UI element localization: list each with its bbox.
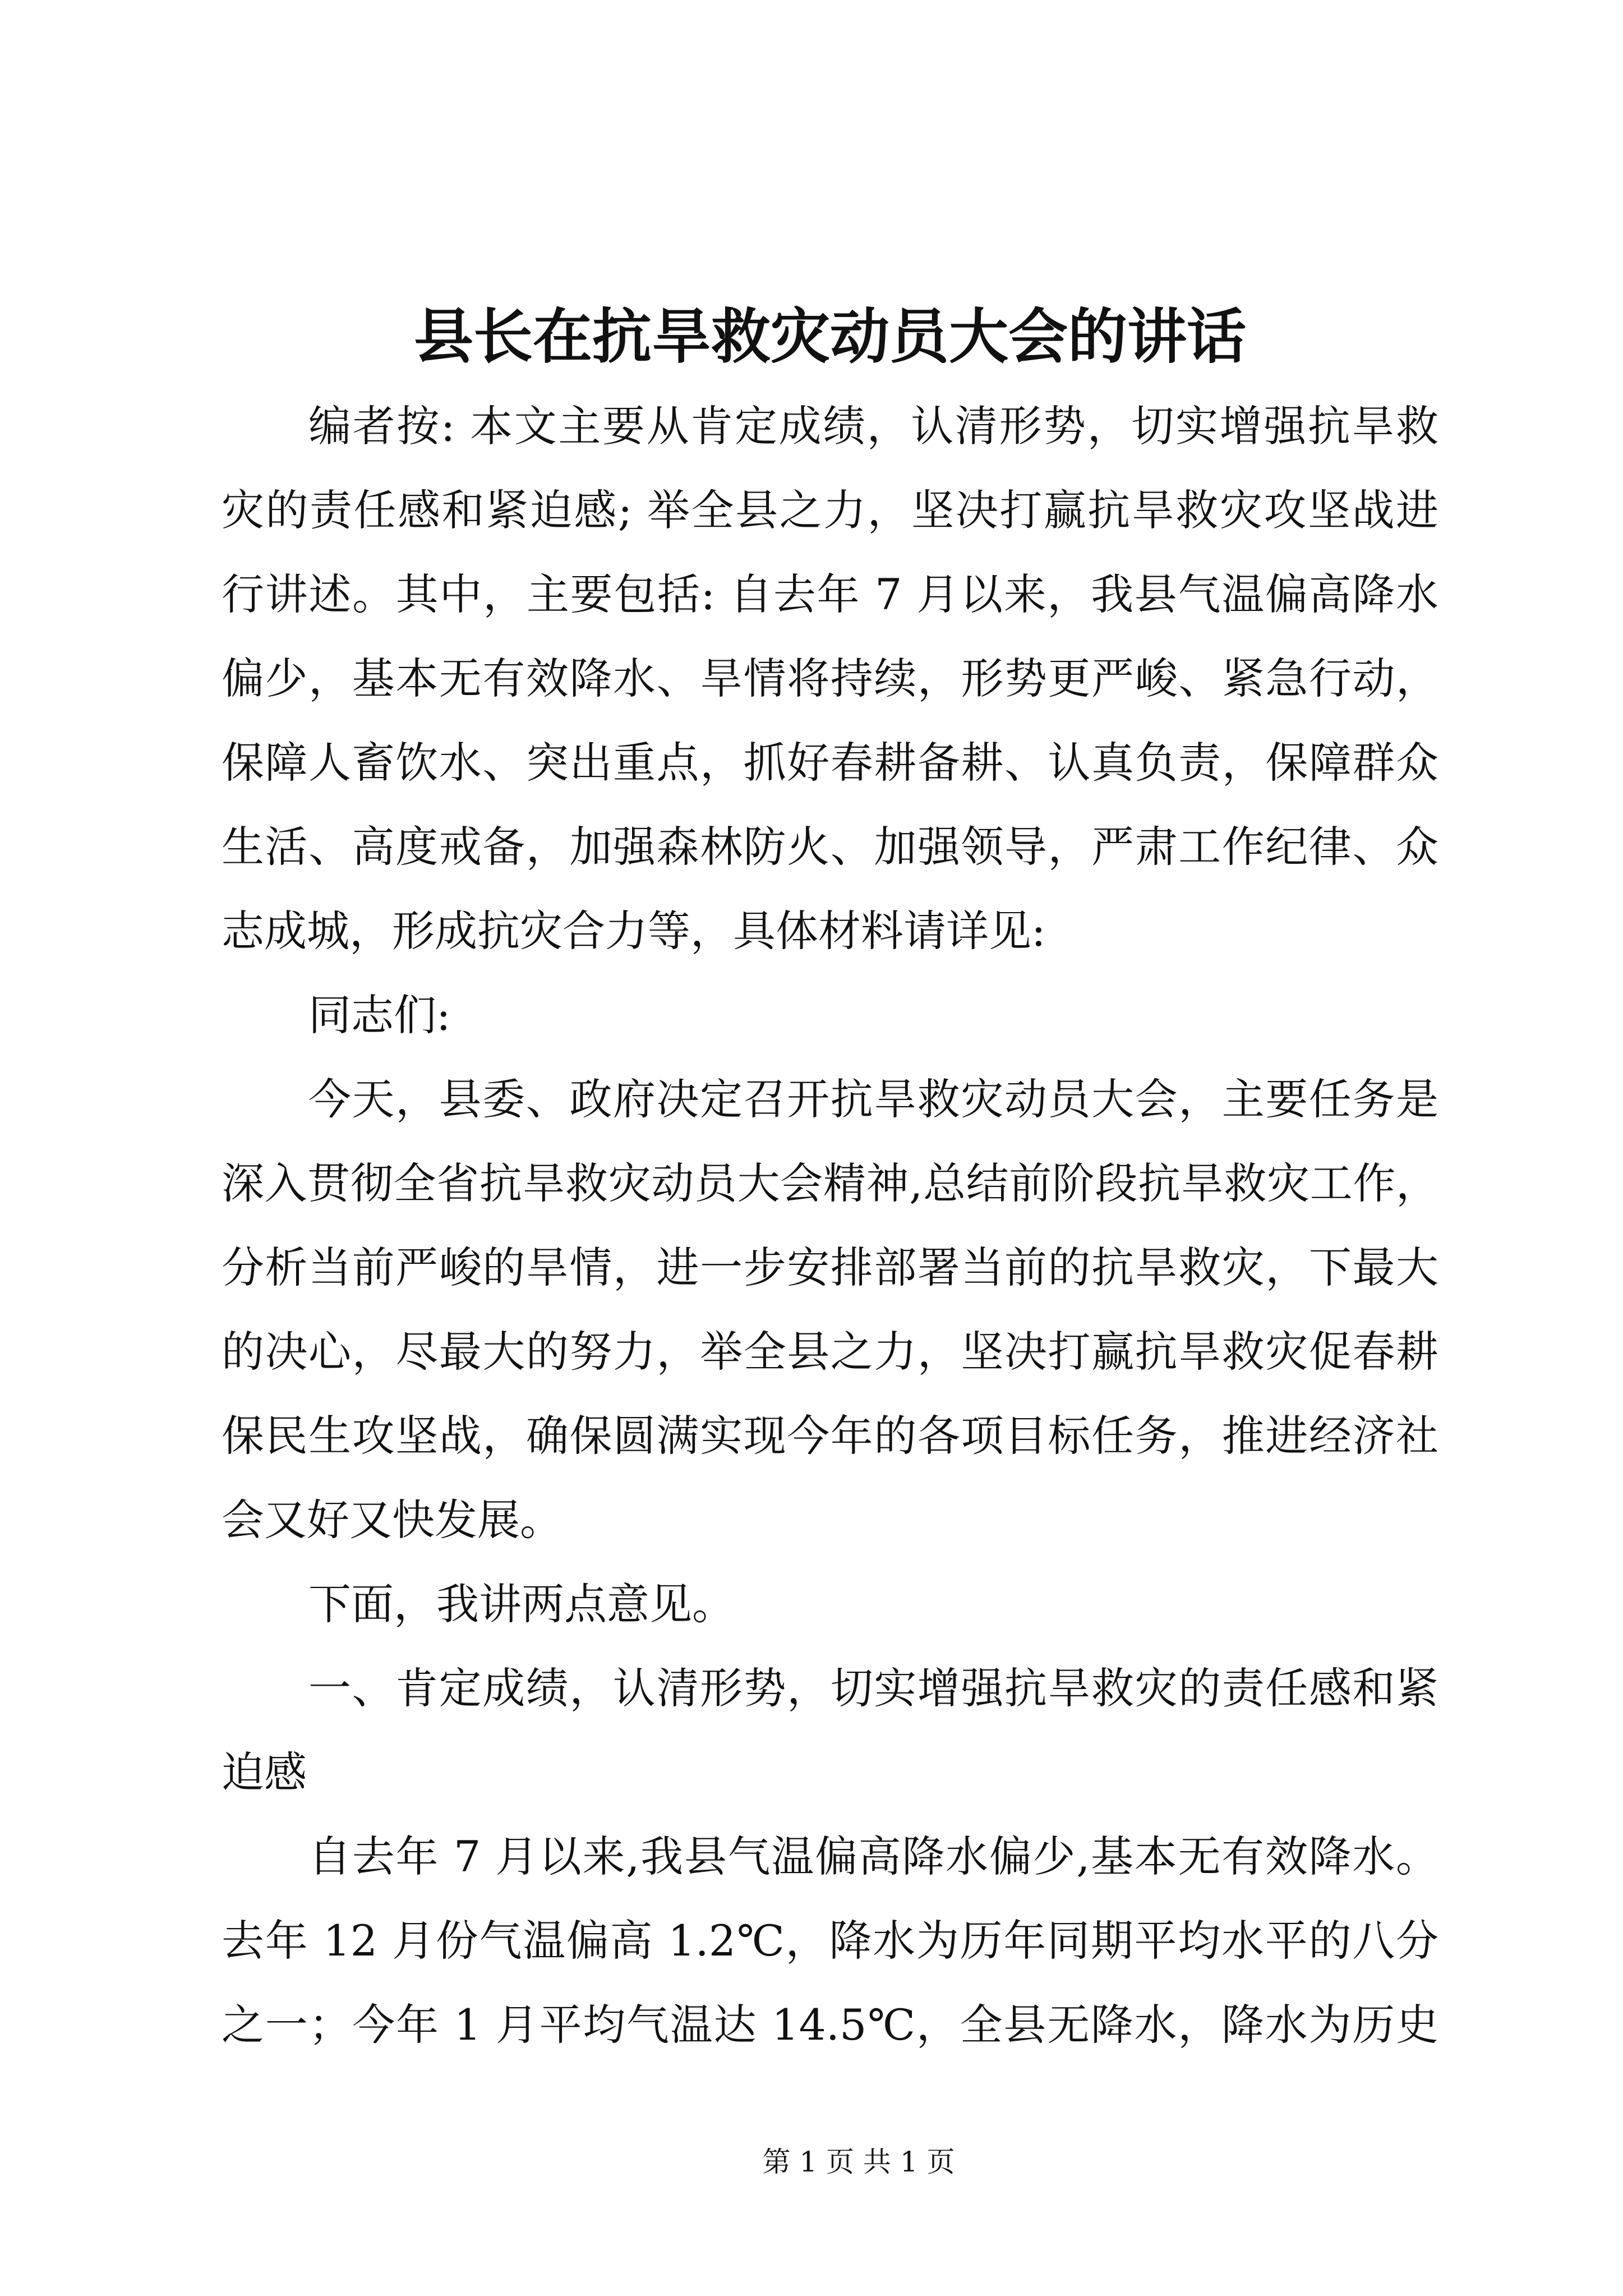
body-line: 会又好又快发展。	[222, 1495, 562, 1545]
section-heading	[222, 1646, 1438, 1815]
page-footer: 第 1 页 共 1 页	[762, 2146, 955, 2178]
body-line: 今天，县委、政府决定召开抗旱救灾动员大会，主要任务是	[308, 1074, 1438, 1124]
body-line: 行讲述。其中，主要包括: 自去年 7 月以来，我县气温偏高降水	[222, 569, 1438, 619]
paragraph	[222, 1057, 1438, 1562]
paragraph	[222, 1562, 1438, 1646]
body-line: 分析当前严峻的旱情，进一步安排部署当前的抗旱救灾，下最大	[222, 1243, 1438, 1292]
body-line: 之一；今年 1 月平均气温达 14.5℃，全县无降水，降水为历史	[222, 2000, 1438, 2050]
body-line: 深入贯彻全省抗旱救灾动员大会精神,总结前阶段抗旱救灾工作，	[222, 1158, 1438, 1208]
body-line: 灾的责任感和紧迫感; 举全县之力，坚决打赢抗旱救灾攻坚战进	[222, 485, 1438, 535]
body-line: 去年 12 月份气温偏高 1.2℃，降水为历年同期平均水平的八分	[222, 1916, 1438, 1966]
body-line: 自去年 7 月以来,我县气温偏高降水偏少,基本无有效降水。	[308, 1832, 1438, 1881]
body-line: 保障人畜饮水、突出重点，抓好春耕备耕、认真负责，保障群众	[222, 738, 1438, 788]
body-line: 偏少，基本无有效降水、旱情将持续，形势更严峻、紧急行动，	[222, 654, 1438, 703]
body-line: 同志们:	[308, 990, 451, 1040]
body-line: 一、肯定成绩，认清形势，切实增强抗旱救灾的责任感和紧	[308, 1663, 1438, 1713]
document-title: 县长在抗旱救灾动员大会的讲话	[414, 301, 1246, 371]
body-line: 保民生攻坚战，确保圆满实现今年的各项目标任务，推进经济社	[222, 1411, 1438, 1461]
body-line: 的决心，尽最大的努力，举全县之力，坚决打赢抗旱救灾促春耕	[222, 1327, 1438, 1377]
body-line: 下面，我讲两点意见。	[308, 1579, 735, 1629]
body-line: 迫感	[222, 1747, 307, 1797]
body-line: 志成城，形成抗灾合力等，具体材料请详见:	[222, 906, 1046, 956]
paragraph-salutation	[222, 973, 1438, 1057]
paragraph	[222, 1815, 1438, 2067]
document-body	[222, 384, 1438, 2067]
body-line: 编者按: 本文主要从肯定成绩，认清形势，切实增强抗旱救	[308, 401, 1438, 451]
body-line: 生活、高度戒备，加强森林防火、加强领导，严肃工作纪律、众	[222, 822, 1438, 872]
paragraph-editor-note	[222, 384, 1438, 973]
